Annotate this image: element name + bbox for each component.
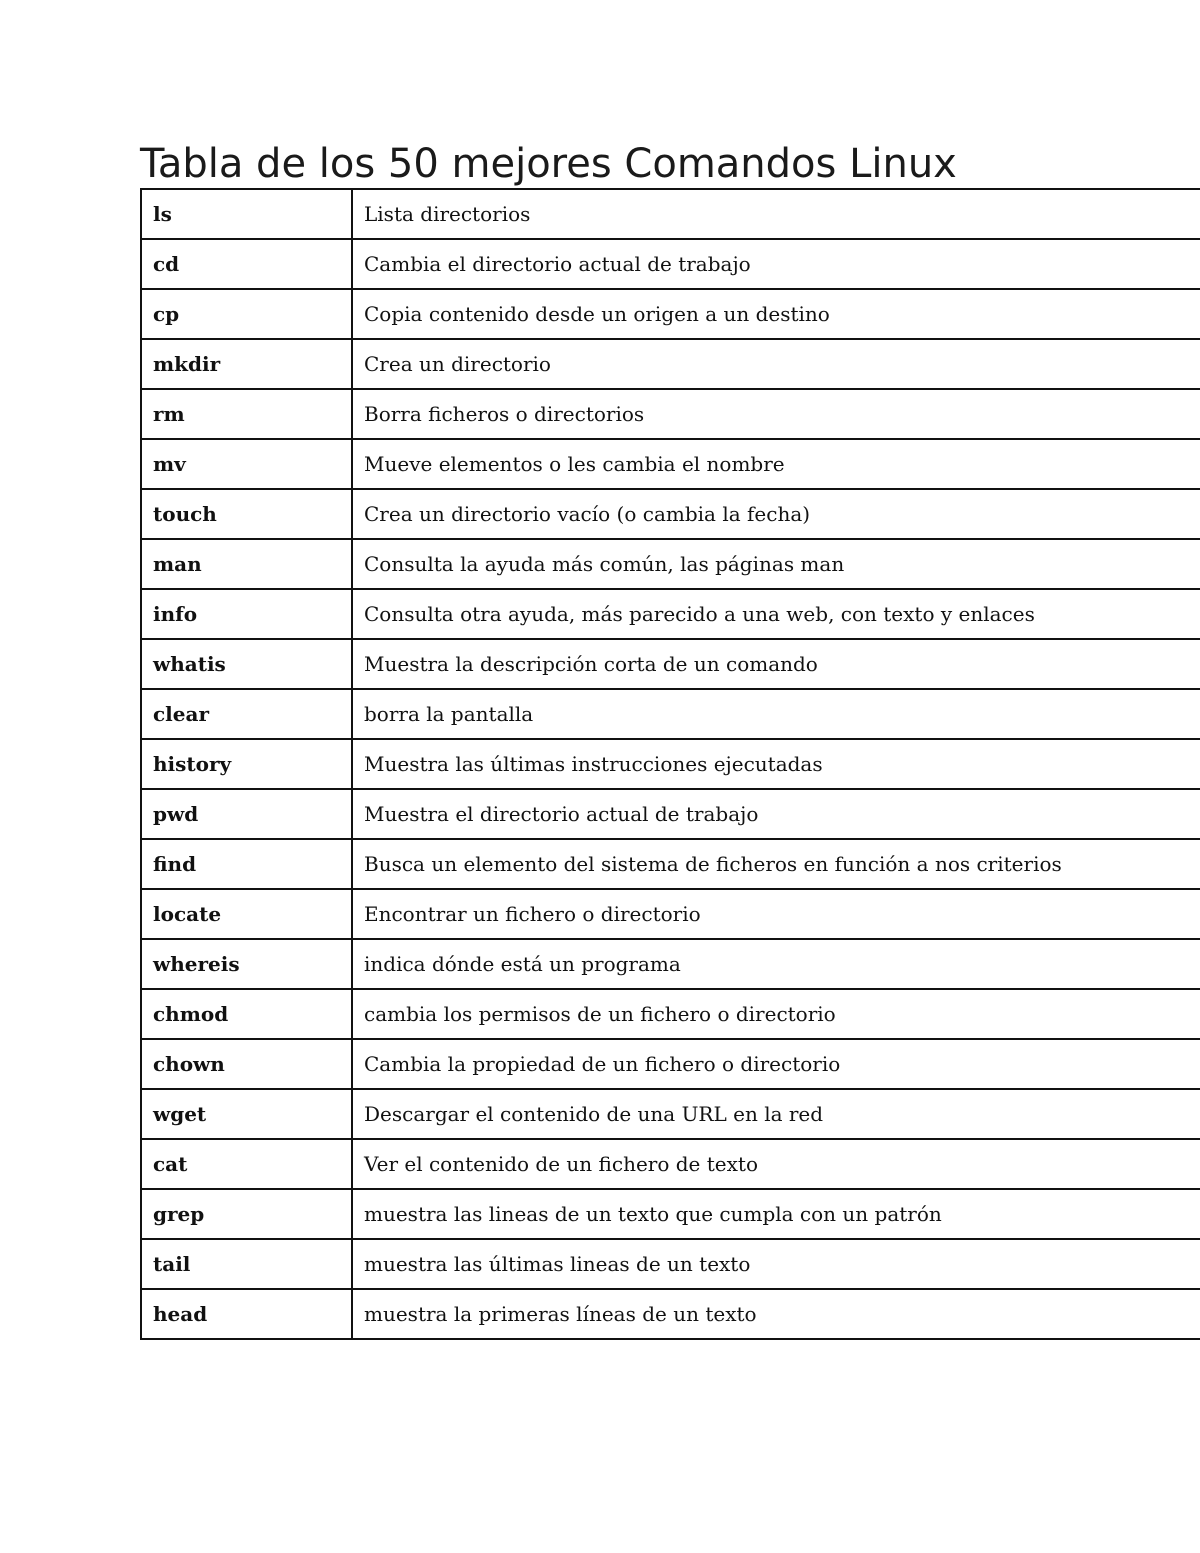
table-row (141, 1089, 1200, 1139)
command-description-cell: Consulta otra ayuda, más parecido a una web, con texto y enlaces (352, 589, 1200, 639)
table-row (141, 339, 1200, 389)
table-row (141, 689, 1200, 739)
command-name-cell: man (141, 539, 352, 589)
command-description-cell: Cambia la propiedad de un fichero o directorio (352, 1039, 1200, 1089)
table-row (141, 189, 1200, 239)
command-description-cell: Ver el contenido de un fichero de texto (352, 1139, 1200, 1189)
table-row (141, 939, 1200, 989)
command-description-cell: cambia los permisos de un fichero o directorio (352, 989, 1200, 1039)
command-description-cell: Crea un directorio vacío (o cambia la fecha) (352, 489, 1200, 539)
table-row (141, 1039, 1200, 1089)
table-row (141, 1289, 1200, 1339)
command-name-cell: ls (141, 189, 352, 239)
table-row (141, 1239, 1200, 1289)
command-description-cell: muestra la primeras líneas de un texto (352, 1289, 1200, 1339)
command-description-cell: Borra ficheros o directorios (352, 389, 1200, 439)
table-row (141, 239, 1200, 289)
table-row (141, 589, 1200, 639)
command-name-cell: tail (141, 1239, 352, 1289)
command-description-cell: Muestra la descripción corta de un comando (352, 639, 1200, 689)
command-name-cell: whereis (141, 939, 352, 989)
command-description-cell: Encontrar un fichero o directorio (352, 889, 1200, 939)
command-name-cell: touch (141, 489, 352, 539)
table-row (141, 489, 1200, 539)
command-description-cell: Cambia el directorio actual de trabajo (352, 239, 1200, 289)
command-name-cell: pwd (141, 789, 352, 839)
command-description-cell: Muestra el directorio actual de trabajo (352, 789, 1200, 839)
command-description-cell: Muestra las últimas instrucciones ejecutadas (352, 739, 1200, 789)
command-name-cell: grep (141, 1189, 352, 1239)
table-row (141, 1139, 1200, 1189)
table-row (141, 639, 1200, 689)
command-description-cell: Crea un directorio (352, 339, 1200, 389)
command-name-cell: history (141, 739, 352, 789)
command-description-cell: Copia contenido desde un origen a un destino (352, 289, 1200, 339)
command-description-cell: Busca un elemento del sistema de ficheros en función a nos criterios (352, 839, 1200, 889)
command-name-cell: wget (141, 1089, 352, 1139)
command-description-cell: muestra las últimas lineas de un texto (352, 1239, 1200, 1289)
commands-table (140, 188, 1200, 1340)
command-name-cell: mv (141, 439, 352, 489)
command-description-cell: Mueve elementos o les cambia el nombre (352, 439, 1200, 489)
command-name-cell: mkdir (141, 339, 352, 389)
table-row (141, 1189, 1200, 1239)
command-name-cell: head (141, 1289, 352, 1339)
commands-table-body (141, 189, 1200, 1339)
table-row (141, 289, 1200, 339)
table-row (141, 739, 1200, 789)
command-name-cell: chown (141, 1039, 352, 1089)
command-name-cell: cp (141, 289, 352, 339)
table-row (141, 439, 1200, 489)
table-row (141, 839, 1200, 889)
table-row (141, 539, 1200, 589)
command-name-cell: chmod (141, 989, 352, 1039)
command-description-cell: borra la pantalla (352, 689, 1200, 739)
command-name-cell: find (141, 839, 352, 889)
command-name-cell: cat (141, 1139, 352, 1189)
command-description-cell: indica dónde está un programa (352, 939, 1200, 989)
command-description-cell: Descargar el contenido de una URL en la red (352, 1089, 1200, 1139)
command-description-cell: Lista directorios (352, 189, 1200, 239)
command-description-cell: muestra las lineas de un texto que cumpla con un patrón (352, 1189, 1200, 1239)
command-description-cell: Consulta la ayuda más común, las páginas man (352, 539, 1200, 589)
command-name-cell: clear (141, 689, 352, 739)
table-row (141, 789, 1200, 839)
command-name-cell: locate (141, 889, 352, 939)
table-row (141, 889, 1200, 939)
command-name-cell: rm (141, 389, 352, 439)
command-name-cell: whatis (141, 639, 352, 689)
command-name-cell: cd (141, 239, 352, 289)
table-row (141, 989, 1200, 1039)
page-title: Tabla de los 50 mejores Comandos Linux (140, 141, 957, 187)
table-row (141, 389, 1200, 439)
command-name-cell: info (141, 589, 352, 639)
